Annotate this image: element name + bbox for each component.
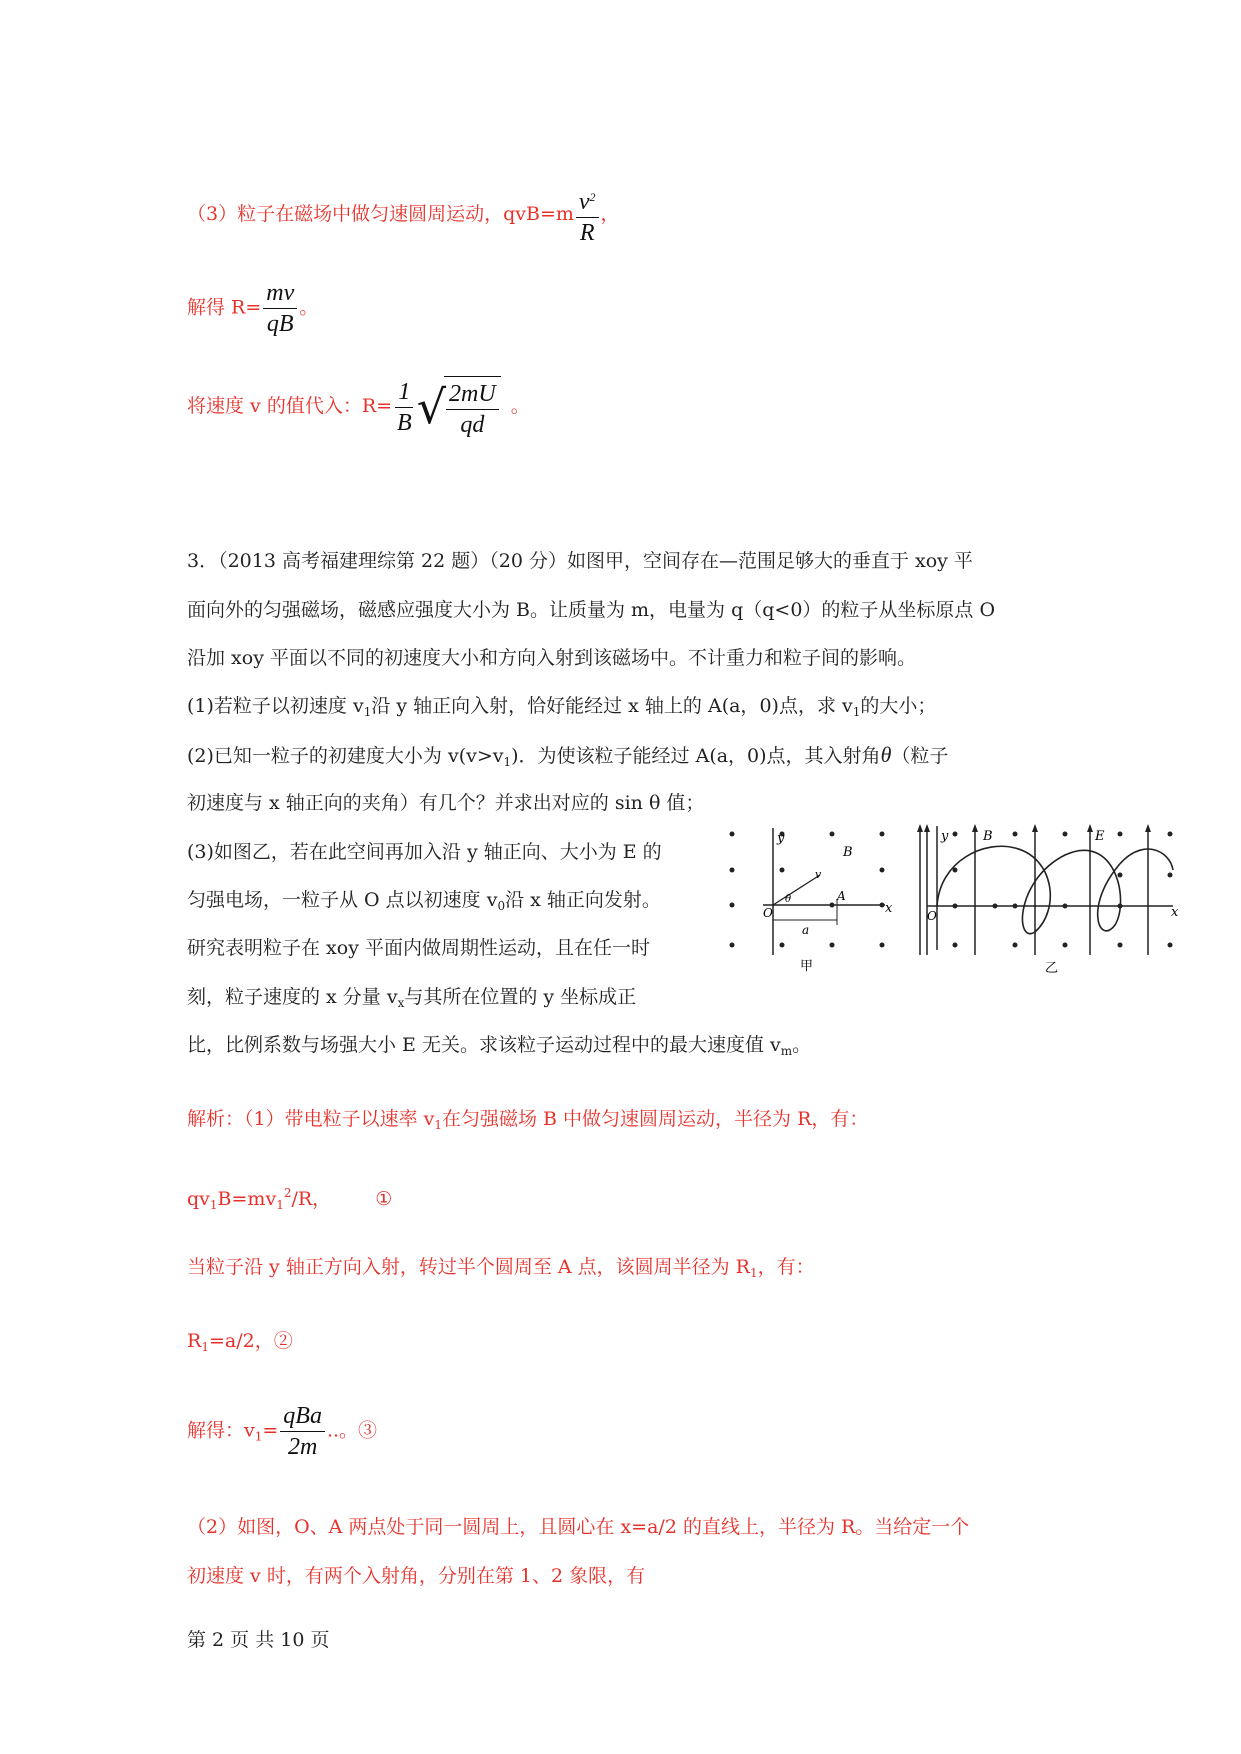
caption-jia: 甲 (800, 959, 814, 974)
square-root: √ $\frac{2mU}{qd}$ (417, 376, 501, 438)
label-O: O (763, 906, 773, 920)
fraction-qBa-over-2m: $\frac{\text{qBa}}{2m}$ (280, 1403, 325, 1460)
problem-line-2: 面向外的匀强磁场，磁感应强度大小为 B。让质量为 m，电量为 q（q<0）的粒子从坐标原点 O (187, 599, 996, 621)
solution-line-4: $R_1=a/2$，② (187, 1330, 293, 1354)
fraction-1-over-B: $\frac{1}{B}$ (397, 378, 412, 436)
problem-line-8: 匀强电场，一粒子从 O 点以初速度 $v_0$沿 x 轴正向发射。 (187, 889, 661, 913)
solution-line-7: 初速度 v 时，有两个入射角，分别在第 1、2 象限，有 (187, 1565, 646, 1587)
label-theta: θ (785, 894, 792, 905)
solution-line-substitute: 将速度 v 的值代入：R= $\frac{1}{B}$ √ $\frac{2mU}{qd}$ 。 (187, 376, 530, 438)
solution-line-radius: 解得 R= $\frac{mv}{qB}$ 。 (187, 280, 319, 337)
label-y: y (777, 831, 785, 846)
solution-line-5: 解得：$v_1=$ $\frac{\text{qBa}}{2m}$ ..。③ (187, 1403, 378, 1460)
solution-line-1: 解析：（1）带电粒子以速率 $v_1$在匀强磁场 B 中做匀速圆周运动，半径为 R，有： (187, 1108, 869, 1132)
fraction-v2-over-R: $\frac{v^2}{R}$ (576, 184, 599, 246)
figure-yi (915, 820, 1180, 980)
figure-jia (725, 820, 893, 975)
label-v: v (815, 868, 822, 881)
label-a: a (802, 923, 810, 937)
label-B: B (843, 845, 853, 860)
solution-line-2: $qv_1B=mv_1^2/R$， ① (187, 1186, 393, 1212)
label-A: A (837, 889, 846, 903)
problem-line-4: (1)若粒子以初速度 $v_1$沿 y 轴正向入射，恰好能经过 x 轴上的 A(a，0)点，求 $v_1$的大小； (187, 695, 937, 719)
caption-yi: 乙 (1045, 961, 1059, 976)
label-O2: O (927, 909, 937, 923)
problem-line-1: 3．（2013 高考福建理综第 22 题）（20 分）如图甲，空间存在—范围足够大的垂直于 xoy 平 (187, 550, 973, 572)
problem-line-10: 刻，粒子速度的 x 分量 $v_x$与其所在位置的 y 坐标成正 (187, 986, 637, 1010)
label-E: E (1095, 829, 1105, 844)
fraction-mv-over-qB: $\frac{mv}{qB}$ (263, 280, 297, 337)
problem-line-6: 初速度与 x 轴正向的夹角）有几个？并求出对应的 sin θ 值； (187, 792, 705, 814)
solution-line-3: 当粒子沿 y 轴正方向入射，转过半个圆周至 A 点，该圆周半径为 $R_1$，有： (187, 1256, 815, 1280)
problem-line-9: 研究表明粒子在 xoy 平面内做周期性运动，且在任一时 (187, 937, 650, 959)
label-y2: y (941, 829, 949, 844)
problem-line-3: 沿加 xoy 平面以不同的初速度大小和方向入射到该磁场中。不计重力和粒子间的影响。 (187, 647, 916, 669)
page-footer: 第 2 页 共 10 页 (187, 1629, 330, 1651)
problem-line-7: (3)如图乙，若在此空间再加入沿 y 轴正向、大小为 E 的 (187, 841, 662, 863)
label-x: x (885, 901, 893, 916)
label-B2: B (983, 829, 993, 844)
solution-line-force: （3）粒子在磁场中做匀速圆周运动，qvB=m $\frac{v^2}{R}$ ， (187, 184, 620, 246)
solution-line-6: （2）如图，O、A 两点处于同一圆周上，且圆心在 x=a/2 的直线上，半径为 R。当给定一个 (187, 1516, 970, 1538)
problem-line-5: (2)已知一粒子的初建度大小为 $v(v>v_1)$．为使该粒子能经过 A(a，0)点，其入射角θ（粒子 (187, 742, 949, 769)
problem-line-11: 比，比例系数与场强大小 E 无关。求该粒子运动过程中的最大速度值 $v_m$。 (187, 1034, 812, 1058)
label-x2: x (1171, 905, 1179, 920)
